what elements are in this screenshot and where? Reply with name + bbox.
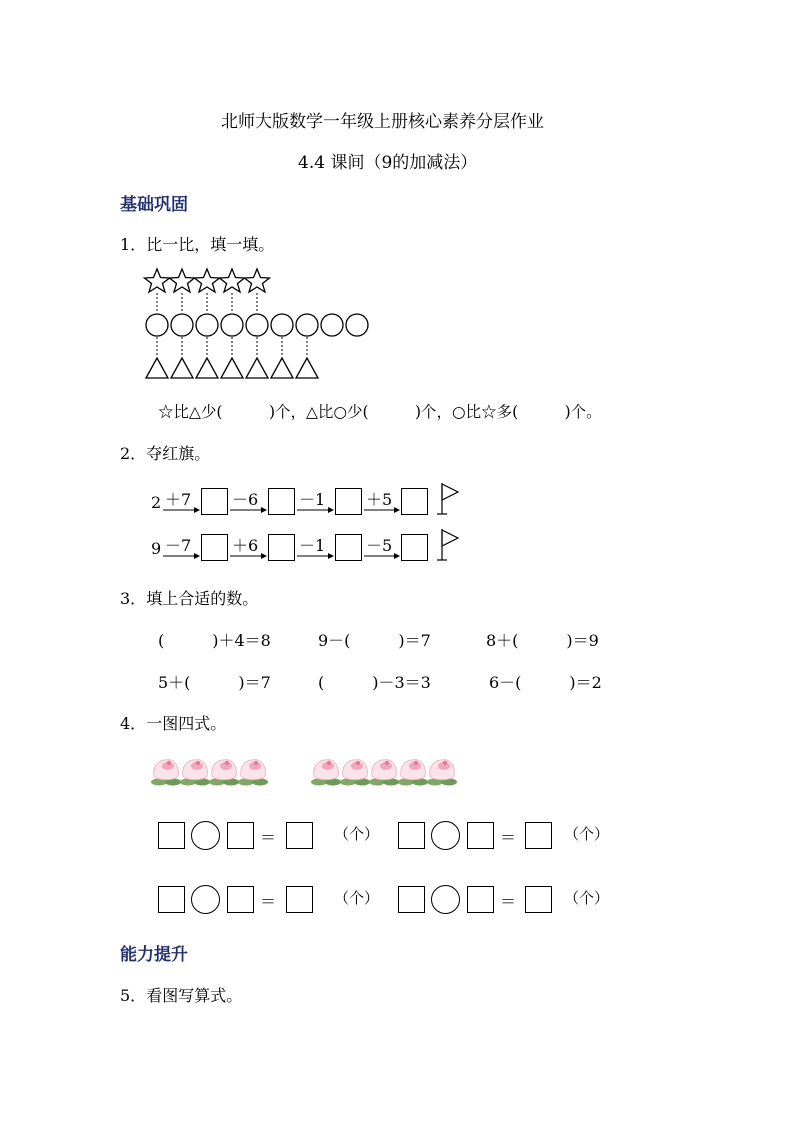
peach-icon: [340, 760, 370, 786]
question-number: 1．: [120, 235, 147, 254]
q1-fill-line: ☆比△少( )个，△比○少( )个，○比☆多( )个。: [158, 403, 602, 421]
answer-box[interactable]: [158, 822, 185, 849]
answer-box[interactable]: [398, 886, 425, 913]
peach-icon: [369, 760, 399, 786]
peach-icon: [151, 760, 181, 786]
equation: 5＋( )＝7: [158, 673, 271, 692]
equation: ( )－3＝3: [318, 673, 431, 692]
unit-label: （个）: [564, 889, 610, 907]
page-subtitle: 4.4 课间（9的加减法）: [298, 153, 478, 173]
q2-row2-op: －1: [299, 536, 326, 555]
q2-row1-start: 2: [151, 493, 162, 512]
section-advanced: 能力提升: [120, 945, 188, 965]
equals-sign: ＝: [500, 892, 517, 911]
unit-label: （个）: [334, 825, 380, 843]
answer-box[interactable]: [525, 822, 552, 849]
question-prompt: 填上合适的数。: [146, 589, 259, 608]
q2-row2-op: －7: [165, 536, 192, 555]
q2-row1-op: －1: [299, 490, 326, 509]
answer-box[interactable]: [525, 886, 552, 913]
section-basic: 基础巩固: [120, 195, 188, 215]
equation: ( )＋4＝8: [158, 631, 271, 650]
equation: 8＋( )＝9: [486, 631, 599, 650]
question-prompt: 比一比，填一填。: [146, 235, 275, 254]
answer-box[interactable]: [286, 886, 313, 913]
question-prompt: 看图写算式。: [146, 986, 243, 1005]
question-5: [120, 983, 242, 1006]
equals-sign: ＝: [260, 828, 277, 847]
q2-row2-start: 9: [151, 539, 162, 558]
operator-circle[interactable]: [191, 885, 220, 914]
answer-box[interactable]: [467, 886, 494, 913]
peach-icon: [209, 760, 239, 786]
answer-box[interactable]: [286, 822, 313, 849]
peach-icon: [427, 760, 457, 786]
peach-icon: [180, 760, 210, 786]
peach-icon: [311, 760, 341, 786]
unit-label: （个）: [334, 889, 380, 907]
operator-circle[interactable]: [191, 821, 220, 850]
equals-sign: ＝: [260, 892, 277, 911]
question-number: 3．: [120, 589, 147, 608]
peach-icon: [238, 760, 268, 786]
question-prompt: 一图四式。: [146, 714, 227, 733]
operator-circle[interactable]: [431, 885, 460, 914]
answer-box[interactable]: [227, 886, 254, 913]
answer-box[interactable]: [158, 886, 185, 913]
unit-label: （个）: [564, 825, 610, 843]
question-number: 5．: [120, 986, 147, 1005]
q2-row1-op: ＋7: [165, 490, 192, 509]
operator-circle[interactable]: [431, 821, 460, 850]
answer-box[interactable]: [467, 822, 494, 849]
equals-sign: ＝: [500, 828, 517, 847]
q2-row2-op: －5: [366, 536, 393, 555]
answer-box[interactable]: [227, 822, 254, 849]
question-number: 4．: [120, 714, 147, 733]
question-prompt: 夺红旗。: [146, 444, 211, 463]
equation: 9－( )＝7: [318, 631, 431, 650]
page-title: 北师大版数学一年级上册核心素养分层作业: [221, 112, 544, 132]
equation: 6－( )＝2: [489, 673, 602, 692]
q2-row1-op: －6: [232, 490, 259, 509]
q2-row2-op: ＋6: [232, 536, 259, 555]
answer-box[interactable]: [398, 822, 425, 849]
q2-row1-op: ＋5: [366, 490, 393, 509]
question-number: 2．: [120, 444, 147, 463]
peach-icon: [398, 760, 428, 786]
